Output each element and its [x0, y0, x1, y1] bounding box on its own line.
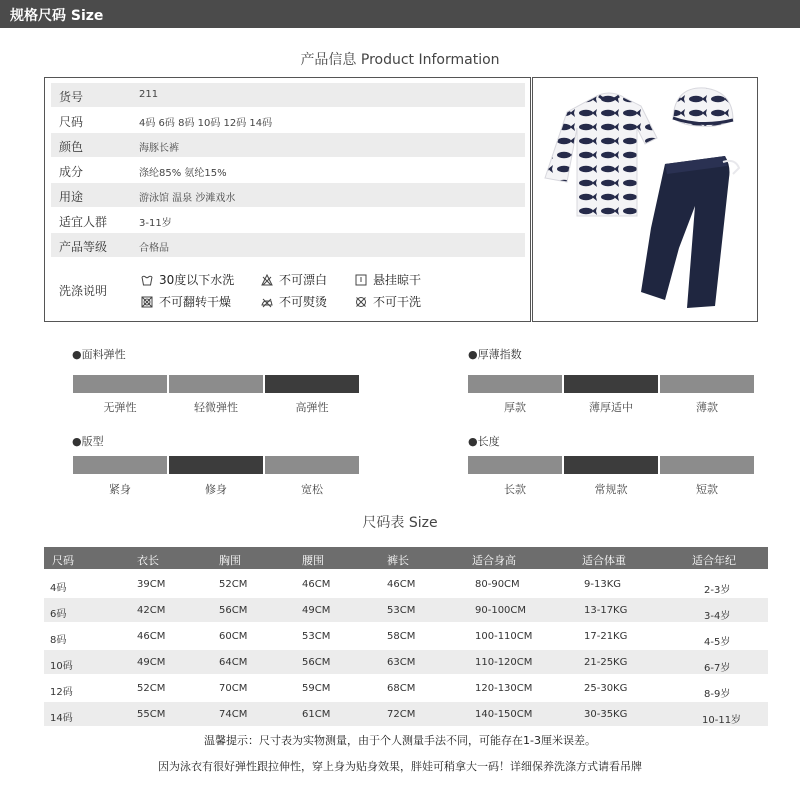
- scale-option: 常规款: [594, 483, 628, 496]
- scale-option: 无弹性: [103, 401, 137, 414]
- table-cell: 68CM: [387, 683, 416, 694]
- table-cell: 13-17KG: [584, 605, 628, 616]
- table-cell: 60CM: [219, 631, 248, 642]
- wash-text: 不可漂白: [279, 273, 328, 287]
- column-header: 胸围: [219, 554, 241, 567]
- table-cell: 58CM: [387, 631, 416, 642]
- table-cell: 4-5岁: [704, 637, 731, 648]
- column-header: 适合体重: [582, 554, 626, 567]
- table-cell: 80-90CM: [475, 579, 520, 590]
- table-cell: 8-9岁: [704, 689, 731, 700]
- info-row: [51, 158, 525, 182]
- info-label: 颜色: [59, 140, 84, 154]
- table-cell: 46CM: [302, 579, 331, 590]
- column-header: 裤长: [387, 554, 409, 567]
- table-cell: 52CM: [219, 579, 248, 590]
- table-cell: 17-21KG: [584, 631, 628, 642]
- table-cell: 8码: [50, 635, 67, 646]
- table-cell: 90-100CM: [475, 605, 527, 616]
- table-cell: 6码: [50, 609, 67, 620]
- wash-instructions: [51, 262, 525, 314]
- table-cell: 110-120CM: [475, 657, 533, 668]
- table-cell: 25-30KG: [584, 683, 628, 694]
- info-value: 3-11岁: [139, 218, 172, 229]
- scale-segment: [468, 375, 562, 393]
- wash-label: 洗涤说明: [59, 284, 108, 298]
- scale-title: ●面料弹性: [72, 348, 126, 361]
- table-cell: 10-11岁: [702, 715, 742, 726]
- table-row: [44, 624, 768, 648]
- info-value: 211: [139, 89, 159, 100]
- header-bar: [0, 0, 800, 28]
- info-label: 尺码: [59, 115, 84, 129]
- info-label: 产品等级: [59, 240, 108, 254]
- table-header: [44, 547, 768, 569]
- table-cell: 21-25KG: [584, 657, 628, 668]
- table-cell: 46CM: [137, 631, 166, 642]
- product-photo: [532, 77, 758, 322]
- table-cell: 61CM: [302, 709, 331, 720]
- info-value: 合格品: [139, 243, 169, 254]
- info-row: [51, 83, 525, 107]
- table-row: [44, 572, 768, 596]
- table-cell: 6-7岁: [704, 663, 731, 674]
- info-label: 用途: [59, 190, 84, 204]
- wash-text: 不可干洗: [373, 295, 422, 309]
- header-title: 规格尺码 Size: [10, 8, 104, 24]
- scale-segment: [468, 456, 562, 474]
- scale-title: ●版型: [72, 435, 104, 448]
- table-row: [44, 676, 768, 700]
- info-value: 4码 6码 8码 10码 12码 14码: [139, 118, 273, 129]
- column-header: 适合年纪: [692, 554, 736, 567]
- table-cell: 72CM: [387, 709, 416, 720]
- info-row: [51, 208, 525, 232]
- scale-option: 紧身: [109, 483, 131, 496]
- table-cell: 30-35KG: [584, 709, 628, 720]
- wash-30-icon: [141, 274, 153, 286]
- column-header: 适合身高: [472, 554, 516, 567]
- scale-option: 高弹性: [295, 401, 329, 414]
- table-cell: 140-150CM: [475, 709, 533, 720]
- scale-title: ●厚薄指数: [468, 348, 522, 361]
- scale-segment: [73, 456, 167, 474]
- scale-option: 薄厚适中: [589, 401, 633, 414]
- table-cell: 64CM: [219, 657, 248, 668]
- table-cell: 2-3岁: [704, 585, 731, 596]
- note-fit-advice: 因为泳衣有很好弹性跟拉伸性，穿上身为贴身效果，胖娃可稍拿大一码！详细保养洗涤方式请看吊牌: [158, 760, 642, 773]
- wash-item: [355, 293, 421, 310]
- scale-segment-selected: [169, 456, 263, 474]
- scale-option: 薄款: [696, 401, 718, 414]
- table-cell: 55CM: [137, 709, 166, 720]
- table-cell: 49CM: [137, 657, 166, 668]
- info-label: 货号: [59, 90, 84, 104]
- scale-segment-selected: [564, 375, 658, 393]
- info-label: 成分: [59, 165, 84, 179]
- table-cell: 4码: [50, 583, 67, 594]
- product-info-table: [44, 77, 531, 322]
- no-tumble-dry-icon: [141, 296, 153, 308]
- table-cell: 10码: [50, 661, 73, 672]
- scale-option: 短款: [696, 483, 718, 496]
- table-cell: 59CM: [302, 683, 331, 694]
- no-iron-icon: [261, 296, 273, 308]
- table-cell: 63CM: [387, 657, 416, 668]
- table-cell: 52CM: [137, 683, 166, 694]
- info-value: 游泳馆 温泉 沙滩戏水: [139, 193, 236, 204]
- scale-segment: [73, 375, 167, 393]
- info-value: 涤纶85% 氨纶15%: [139, 168, 227, 179]
- table-cell: 53CM: [387, 605, 416, 616]
- product-info-title: 产品信息 Product Information: [300, 52, 500, 68]
- column-header: 尺码: [52, 554, 74, 567]
- info-row: [51, 183, 525, 207]
- table-cell: 56CM: [302, 657, 331, 668]
- scale-segment-selected: [265, 375, 359, 393]
- table-row: [44, 702, 768, 726]
- table-cell: 100-110CM: [475, 631, 533, 642]
- info-row: [51, 108, 525, 132]
- no-dry-clean-icon: [355, 296, 367, 308]
- wash-item: [355, 271, 421, 288]
- table-cell: 53CM: [302, 631, 331, 642]
- wash-text: 30度以下水洗: [159, 273, 235, 287]
- hang-dry-icon: [355, 274, 367, 286]
- size-chart-title: 尺码表 Size: [362, 515, 438, 531]
- wash-text: 不可熨烫: [279, 295, 328, 309]
- wash-text: 不可翻转干燥: [159, 295, 232, 309]
- wash-item: [261, 293, 327, 310]
- info-label: 适宜人群: [59, 215, 108, 229]
- scale-segment: [660, 456, 754, 474]
- scale-segment: [660, 375, 754, 393]
- column-header: 腰围: [302, 554, 324, 567]
- no-bleach-icon: [261, 274, 273, 286]
- scale-title: ●长度: [468, 435, 500, 448]
- scale-option: 宽松: [301, 483, 323, 496]
- scale-segment-selected: [564, 456, 658, 474]
- info-row: [51, 233, 525, 257]
- table-cell: 74CM: [219, 709, 248, 720]
- table-cell: 42CM: [137, 605, 166, 616]
- swimsuit-illustration: [533, 78, 757, 321]
- table-cell: 3-4岁: [704, 611, 731, 622]
- scale-segment: [265, 456, 359, 474]
- wash-item: [141, 293, 231, 310]
- wash-item: [261, 271, 327, 288]
- table-cell: 49CM: [302, 605, 331, 616]
- table-cell: 46CM: [387, 579, 416, 590]
- table-cell: 14码: [50, 713, 73, 724]
- table-cell: 120-130CM: [475, 683, 533, 694]
- wash-item: [141, 271, 234, 288]
- info-value: 海豚长裤: [139, 143, 179, 154]
- scale-option: 修身: [205, 483, 227, 496]
- table-cell: 39CM: [137, 579, 166, 590]
- column-header: 衣长: [137, 554, 159, 567]
- scale-option: 长款: [504, 483, 526, 496]
- table-cell: 9-13KG: [584, 579, 622, 590]
- note-tip: 温馨提示：尺寸表为实物测量，由于个人测量手法不同，可能存在1-3厘米误差。: [204, 734, 596, 747]
- table-row: [44, 598, 768, 622]
- info-row: [51, 133, 525, 157]
- wash-text: 悬挂晾干: [373, 273, 422, 287]
- scale-option: 轻微弹性: [194, 401, 238, 414]
- scale-option: 厚款: [504, 401, 526, 414]
- scale-segment: [169, 375, 263, 393]
- table-row: [44, 650, 768, 674]
- table-cell: 12码: [50, 687, 73, 698]
- table-cell: 70CM: [219, 683, 248, 694]
- table-cell: 56CM: [219, 605, 248, 616]
